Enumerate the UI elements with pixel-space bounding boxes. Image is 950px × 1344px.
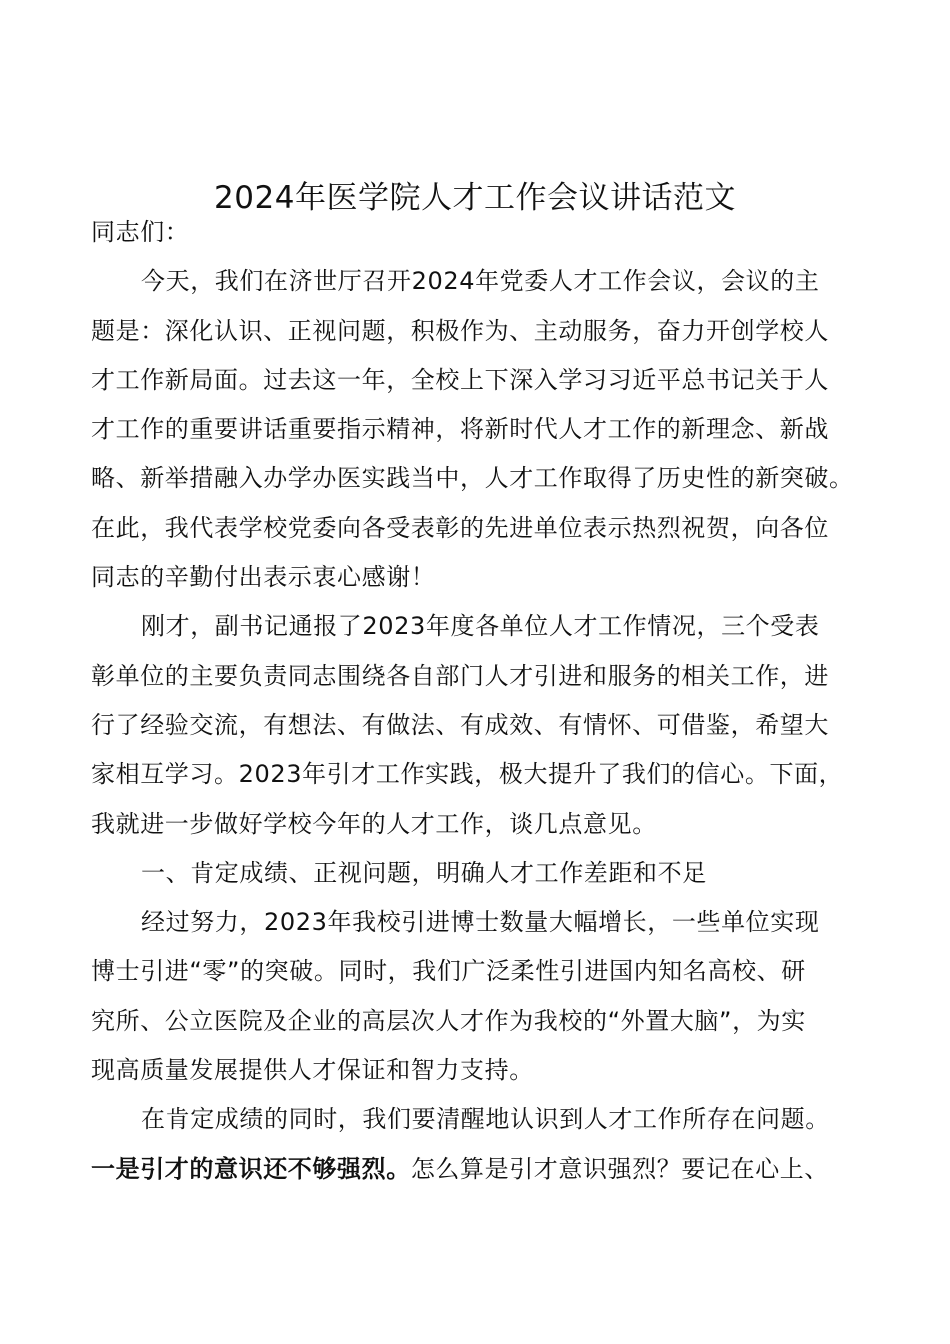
paragraph-line: 略、新举措融入办学办医实践当中，人才工作取得了历史性的新突破。 (91, 464, 854, 493)
paragraph-line: 在肯定成绩的同时，我们要清醒地认识到人才工作所存在问题。 (141, 1105, 830, 1134)
paragraph-line: 家相互学习。2023年引才工作实践，极大提升了我们的信心。下面， (91, 760, 844, 789)
paragraph-line: 才工作的重要讲话重要指示精神，将新时代人才工作的新理念、新战 (91, 415, 829, 444)
paragraph-line: 经过努力，2023年我校引进博士数量大幅增长，一些单位实现 (141, 908, 820, 937)
section-heading: 一、肯定成绩、正视问题，明确人才工作差距和不足 (141, 858, 707, 887)
paragraph-line: 今天，我们在济世厅召开2024年党委人才工作会议，会议的主 (141, 267, 820, 296)
paragraph-line: 博士引进“零”的突破。同时，我们广泛柔性引进国内知名高校、研 (91, 957, 806, 986)
paragraph-line: 在此，我代表学校党委向各受表彰的先进单位表示热烈祝贺，向各位 (91, 513, 829, 542)
document-body (91, 208, 876, 1194)
paragraph-continuation: 怎么算是引才意识强烈？要记在心上、 (410, 1154, 830, 1183)
paragraph-line: 行了经验交流，有想法、有做法、有成效、有情怀、可借鉴，希望大 (91, 710, 829, 739)
paragraph-line: 究所、公立医院及企业的高层次人才作为我校的“外置大脑”，为实 (91, 1006, 806, 1035)
paragraph-line: 我就进一步做好学校今年的人才工作，谈几点意见。 (91, 809, 657, 838)
paragraph-line: 刚才，副书记通报了2023年度各单位人才工作情况，三个受表 (141, 612, 820, 641)
paragraph-line: 题是：深化认识、正视问题，积极作为、主动服务，奋力开创学校人 (91, 316, 829, 345)
paragraph-line: 才工作新局面。过去这一年，全校上下深入学习习近平总书记关于人 (91, 365, 829, 394)
paragraph-line: 同志的辛勤付出表示衷心感谢！ (91, 563, 436, 592)
paragraph-line-mixed (91, 1145, 876, 1194)
paragraph-line: 现高质量发展提供人才保证和智力支持。 (91, 1056, 534, 1085)
bold-lead-phrase: 一是引才的意识还不够强烈。 (91, 1154, 411, 1183)
salutation: 同志们： (91, 218, 190, 246)
paragraph-line: 彰单位的主要负责同志围绕各自部门人才引进和服务的相关工作，进 (91, 661, 829, 690)
document-title: 2024年医学院人才工作会议讲话范文 (214, 180, 736, 216)
